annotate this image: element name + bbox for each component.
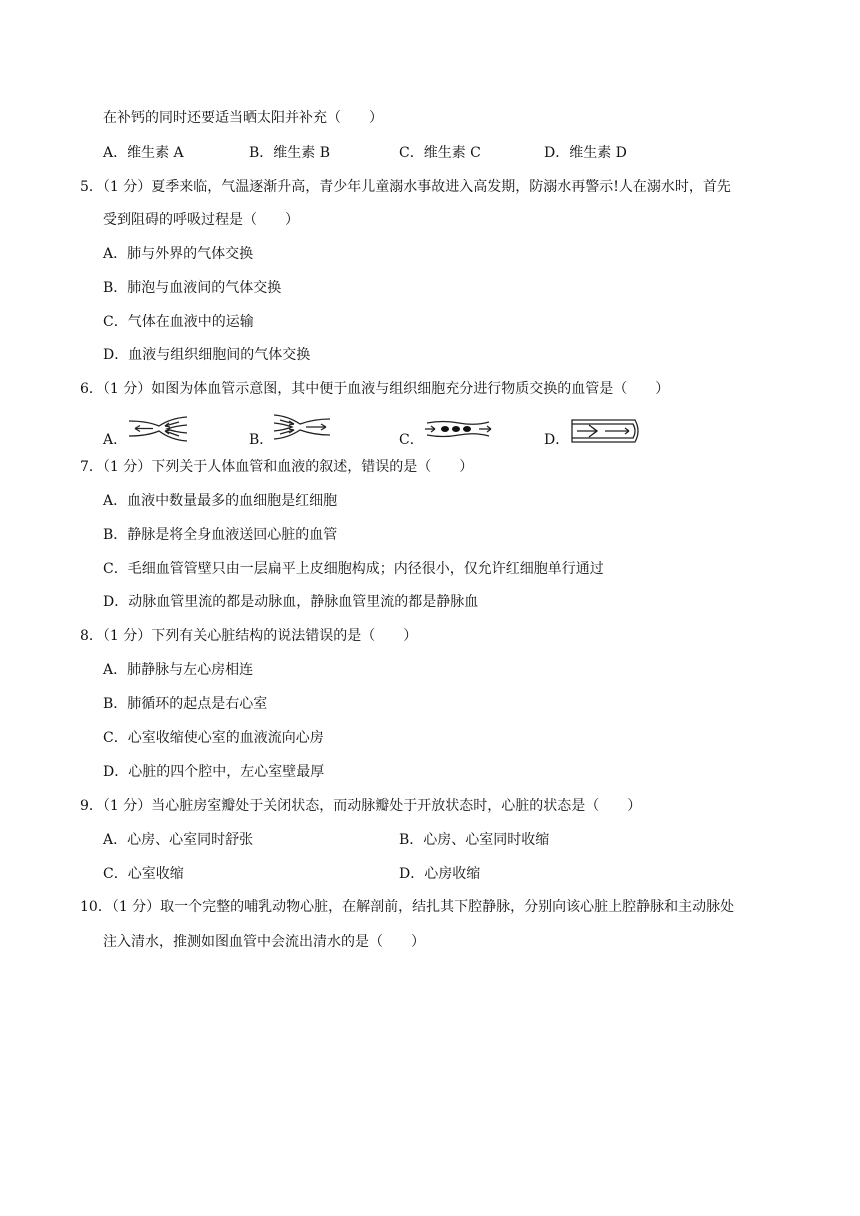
q9-option-c: C．心室收缩 — [103, 866, 184, 882]
q4-stem-tail: 在补钙的同时还要适当晒太阳并补充（ ） — [103, 110, 383, 126]
q4-option-c: C．维生素 C — [399, 145, 481, 161]
q10-stem-line2: 注入清水，推测如图血管中会流出清水的是（ ） — [103, 934, 425, 950]
q9-option-b: B．心房、心室同时收缩 — [399, 832, 550, 848]
q6-option-a-label: A． — [103, 432, 128, 448]
vessel-diagram-b — [272, 412, 332, 442]
q9-stem: 9．（1 分）当心脏房室瓣处于关闭状态，而动脉瓣处于开放状态时，心脏的状态是（ ） — [80, 798, 642, 814]
q4-option-b: B．维生素 B — [249, 145, 331, 161]
q7-option-b: B．静脉是将全身血液送回心脏的血管 — [103, 527, 338, 543]
q6-option-d-label: D． — [544, 432, 570, 448]
vessel-diagram-d — [569, 417, 643, 445]
q8-option-c: C．心室收缩使心室的血液流向心房 — [103, 730, 324, 746]
q7-option-a: A．血液中数量最多的血细胞是红细胞 — [103, 493, 338, 509]
q4-option-a: A．维生素 A — [103, 145, 184, 161]
q8-option-b: B．肺循环的起点是右心室 — [103, 696, 268, 712]
q7-option-c: C．毛细血管管壁只由一层扁平上皮细胞构成；内径很小，仅允许红细胞单行通过 — [103, 561, 604, 577]
q8-stem: 8．（1 分）下列有关心脏结构的说法错误的是（ ） — [80, 628, 418, 644]
q7-stem: 7．（1 分）下列关于人体血管和血液的叙述，错误的是（ ） — [80, 459, 474, 475]
q5-option-b: B．肺泡与血液间的气体交换 — [103, 280, 282, 296]
q5-option-c: C．气体在血液中的运输 — [103, 314, 254, 330]
q5-stem-line2: 受到阻碍的呼吸过程是（ ） — [103, 212, 299, 228]
vessel-diagram-a — [127, 414, 189, 444]
q6-option-b-label: B． — [249, 432, 274, 448]
q6-stem: 6．（1 分）如图为体血管示意图，其中便于血液与组织细胞充分进行物质交换的血管是（ ） — [80, 381, 670, 397]
q5-option-d: D．血液与组织细胞间的气体交换 — [103, 347, 311, 363]
q5-stem-line1: 5．（1 分）夏季来临，气温逐渐升高，青少年儿童溺水事故进入高发期，防溺水再警示!人在溺水时，首先 — [80, 179, 731, 195]
vessel-diagram-c — [423, 417, 493, 441]
q6-option-c-label: C． — [399, 432, 424, 448]
q5-option-a: A．肺与外界的气体交换 — [103, 246, 254, 262]
q9-option-a: A．心房、心室同时舒张 — [103, 832, 254, 848]
q7-option-d: D．动脉血管里流的都是动脉血，静脉血管里流的都是静脉血 — [103, 594, 479, 610]
q9-option-d: D．心房收缩 — [399, 866, 481, 882]
q8-option-d: D．心脏的四个腔中，左心室壁最厚 — [103, 764, 325, 780]
q10-stem-line1: 10．（1 分）取一个完整的哺乳动物心脏，在解剖前，结扎其下腔静脉，分别向该心脏上腔静脉和主动脉处 — [80, 899, 735, 915]
q4-option-d: D．维生素 D — [544, 145, 627, 161]
q8-option-a: A．肺静脉与左心房相连 — [103, 662, 254, 678]
